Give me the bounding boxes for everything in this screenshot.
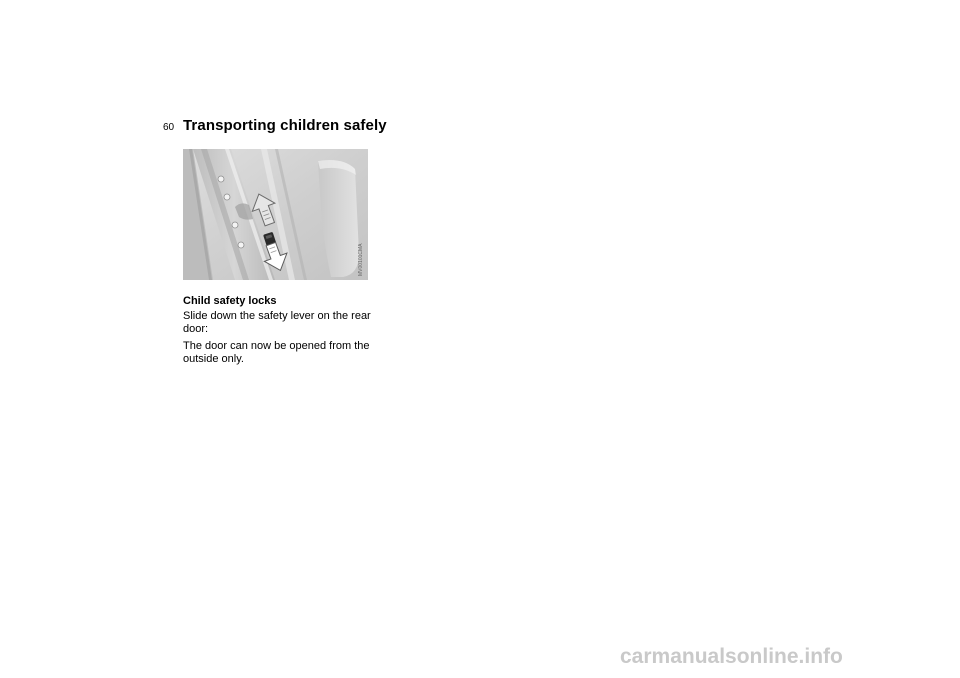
section-heading: Child safety locks — [183, 295, 277, 307]
page-number: 60 — [163, 122, 175, 133]
instruction-paragraph: Slide down the safety lever on the rear door: — [183, 310, 371, 335]
result-paragraph: The door can now be opened from the outside only. — [183, 340, 370, 365]
figure-code: MV00101CMA — [358, 243, 364, 276]
child-lock-illustration — [183, 149, 368, 280]
page-title: Transporting children safely — [183, 117, 387, 134]
watermark-text: carmanualsonline.info — [620, 645, 843, 668]
child-safety-locks-section — [183, 295, 379, 370]
